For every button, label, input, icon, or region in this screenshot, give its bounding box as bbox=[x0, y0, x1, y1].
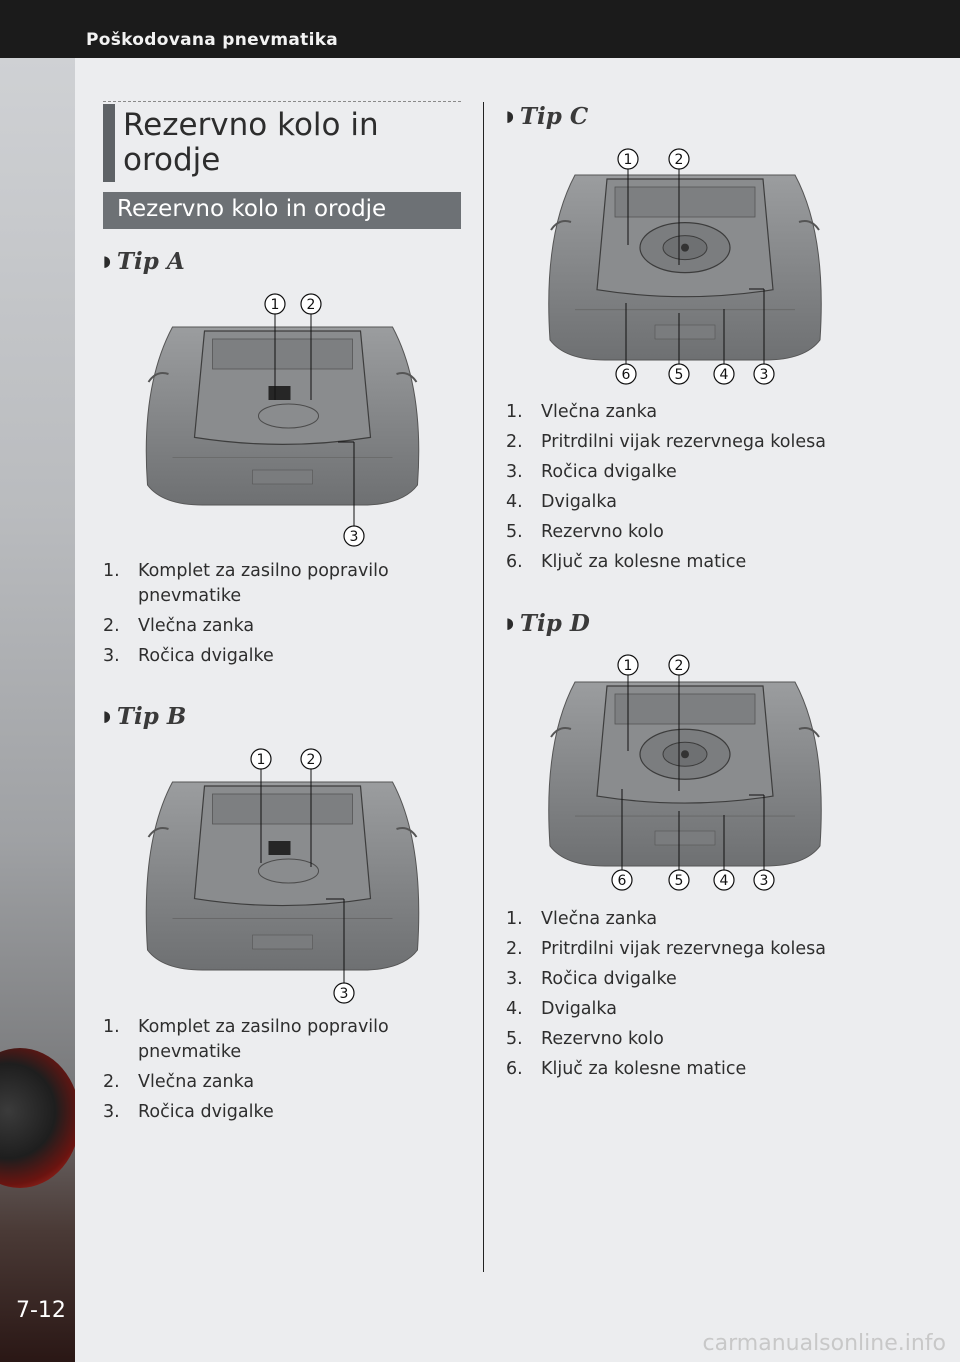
list-item bbox=[506, 460, 906, 485]
list-item-number: 1. bbox=[506, 402, 523, 422]
list-item bbox=[506, 997, 906, 1022]
callout-number: 5 bbox=[674, 367, 684, 383]
list-item bbox=[506, 1057, 906, 1082]
column-divider bbox=[483, 102, 484, 1272]
list-item-text: Ključ za kolesne matice bbox=[541, 552, 747, 572]
callout-number: 3 bbox=[759, 367, 769, 383]
header-title: Poškodovana pnevmatika bbox=[86, 30, 339, 50]
watermark: carmanualsonline.info bbox=[702, 1331, 946, 1356]
list-item bbox=[506, 400, 906, 425]
tip-c-list bbox=[506, 400, 906, 580]
callout-number: 4 bbox=[719, 873, 729, 889]
list-item-text: Ročica dvigalke bbox=[541, 462, 677, 482]
list-item-text: Vlečna zanka bbox=[541, 402, 658, 422]
tip-b-label: Tip B bbox=[116, 703, 187, 730]
list-item-text: Ročica dvigalke bbox=[541, 969, 677, 989]
list-item-text: Komplet za zasilno popravilo pnevmatike bbox=[138, 1017, 389, 1062]
callout-number: 6 bbox=[617, 873, 627, 889]
callout-number: 1 bbox=[623, 658, 633, 674]
list-item-number: 1. bbox=[103, 561, 120, 581]
callout-number: 3 bbox=[339, 986, 349, 1002]
list-item-number: 5. bbox=[506, 522, 523, 542]
list-item-text: Rezervno kolo bbox=[541, 522, 664, 542]
heading-accent-bar bbox=[103, 104, 115, 182]
callout-number: 2 bbox=[674, 152, 684, 168]
list-item bbox=[103, 1015, 463, 1065]
list-item-text: Ročica dvigalke bbox=[138, 646, 274, 666]
tip-b-figure bbox=[140, 745, 425, 1007]
car-trunk-illustration bbox=[545, 145, 825, 385]
list-item bbox=[103, 1070, 463, 1095]
callout-number: 2 bbox=[674, 658, 684, 674]
arrow-icon: ◗ bbox=[506, 107, 514, 125]
callout-number: 6 bbox=[621, 367, 631, 383]
list-item-text: Ključ za kolesne matice bbox=[541, 1059, 747, 1079]
list-item-number: 3. bbox=[103, 1102, 120, 1122]
tip-a-figure bbox=[140, 290, 425, 552]
callout-number: 1 bbox=[270, 297, 280, 313]
callout-number: 3 bbox=[349, 529, 359, 545]
list-item bbox=[506, 520, 906, 545]
callout-number: 3 bbox=[759, 873, 769, 889]
list-item-text: Dvigalka bbox=[541, 999, 617, 1019]
callout-number: 2 bbox=[306, 752, 316, 768]
section-title: Rezervno kolo in orodje bbox=[123, 107, 379, 178]
list-item bbox=[103, 644, 463, 669]
tip-a-heading bbox=[103, 248, 185, 278]
car-trunk-illustration bbox=[140, 290, 425, 552]
page-number: 7-12 bbox=[16, 1298, 66, 1323]
list-item bbox=[506, 550, 906, 575]
list-item-number: 4. bbox=[506, 999, 523, 1019]
list-item bbox=[103, 559, 463, 609]
callout-number: 2 bbox=[306, 297, 316, 313]
list-item bbox=[506, 1027, 906, 1052]
list-item-text: Vlečna zanka bbox=[138, 616, 255, 636]
arrow-icon: ◗ bbox=[103, 252, 111, 270]
tip-d-heading bbox=[506, 610, 590, 640]
list-item-text: Pritrdilni vijak rezervnega kolesa bbox=[541, 939, 826, 959]
list-item-number: 2. bbox=[506, 939, 523, 959]
tail-lamp-image bbox=[0, 1048, 75, 1188]
arrow-icon: ◗ bbox=[103, 707, 111, 725]
list-item-number: 1. bbox=[506, 909, 523, 929]
list-item-number: 4. bbox=[506, 492, 523, 512]
list-item-text: Rezervno kolo bbox=[541, 1029, 664, 1049]
list-item bbox=[103, 1100, 463, 1125]
tip-c-figure bbox=[545, 145, 825, 385]
list-item bbox=[506, 907, 906, 932]
list-item-number: 3. bbox=[506, 462, 523, 482]
callout-number: 4 bbox=[719, 367, 729, 383]
list-item-number: 5. bbox=[506, 1029, 523, 1049]
list-item bbox=[103, 614, 463, 639]
list-item-number: 3. bbox=[103, 646, 120, 666]
list-item-text: Komplet za zasilno popravilo pnevmatike bbox=[138, 561, 389, 606]
subsection-bar bbox=[103, 192, 461, 229]
list-item-text: Vlečna zanka bbox=[138, 1072, 255, 1092]
list-item-number: 6. bbox=[506, 1059, 523, 1079]
callout-number: 5 bbox=[674, 873, 684, 889]
tip-a-label: Tip A bbox=[116, 248, 185, 275]
tip-d-label: Tip D bbox=[519, 610, 590, 637]
tip-c-label: Tip C bbox=[519, 103, 589, 130]
tip-d-figure bbox=[545, 651, 825, 891]
list-item-number: 3. bbox=[506, 969, 523, 989]
section-heading bbox=[103, 101, 461, 181]
list-item-text: Dvigalka bbox=[541, 492, 617, 512]
list-item bbox=[506, 967, 906, 992]
arrow-icon: ◗ bbox=[506, 614, 514, 632]
callout-number: 1 bbox=[256, 752, 266, 768]
tip-d-list bbox=[506, 907, 906, 1087]
car-trunk-illustration bbox=[545, 651, 825, 891]
list-item-number: 2. bbox=[103, 616, 120, 636]
list-item-number: 6. bbox=[506, 552, 523, 572]
subsection-title: Rezervno kolo in orodje bbox=[117, 196, 387, 222]
list-item-text: Pritrdilni vijak rezervnega kolesa bbox=[541, 432, 826, 452]
tip-c-heading bbox=[506, 103, 588, 133]
list-item-text: Vlečna zanka bbox=[541, 909, 658, 929]
side-strip bbox=[0, 58, 75, 1362]
list-item bbox=[506, 937, 906, 962]
callout-number: 1 bbox=[623, 152, 633, 168]
car-trunk-illustration bbox=[140, 745, 425, 1007]
list-item-text: Ročica dvigalke bbox=[138, 1102, 274, 1122]
header-bar bbox=[0, 0, 960, 58]
list-item bbox=[506, 490, 906, 515]
list-item bbox=[506, 430, 906, 455]
tip-b-list bbox=[103, 1015, 463, 1130]
list-item-number: 2. bbox=[506, 432, 523, 452]
tip-a-list bbox=[103, 559, 463, 674]
tip-b-heading bbox=[103, 703, 186, 733]
list-item-number: 2. bbox=[103, 1072, 120, 1092]
list-item-number: 1. bbox=[103, 1017, 120, 1037]
